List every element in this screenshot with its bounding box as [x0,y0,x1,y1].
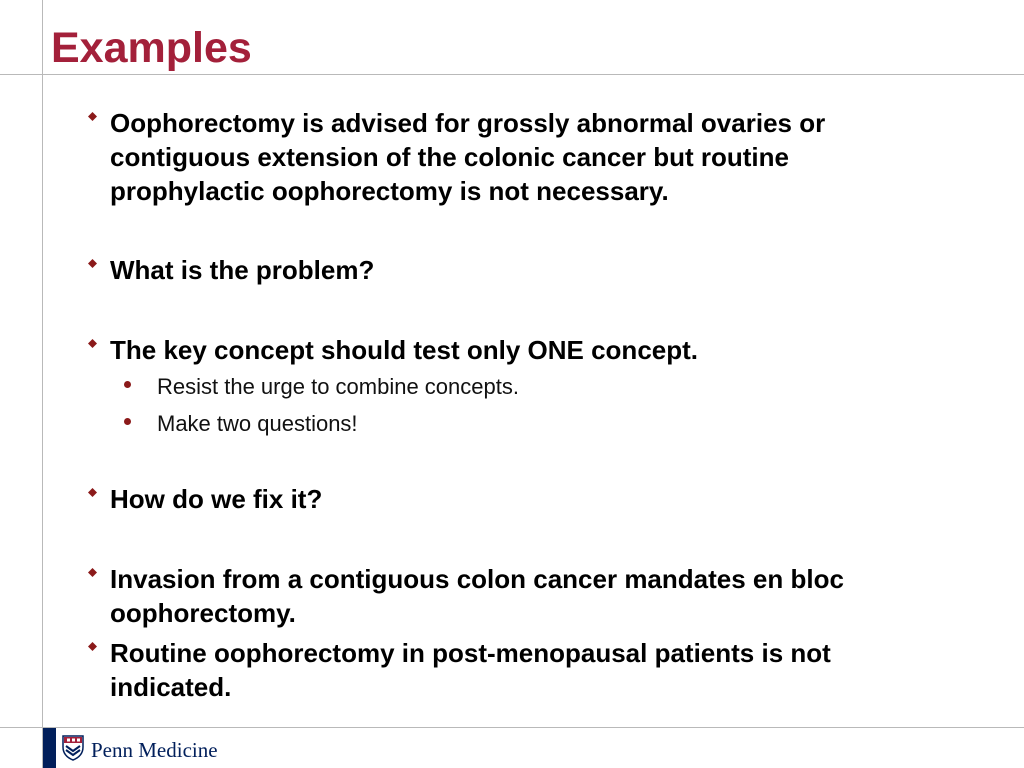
penn-medicine-logo [62,736,218,764]
bullet-text: Oophorectomy is advised for grossly abnormal ovaries or contiguous extension of the colonic cancer but routine prophylactic oophorectomy is not necessary. [110,108,826,206]
diamond-bullet-icon [88,488,97,497]
bullet-item [88,562,908,630]
logo-text: Penn Medicine [91,738,218,762]
bullet-text: How do we fix it? [110,484,323,514]
bullet-text: Invasion from a contiguous colon cancer mandates en bloc oophorectomy. [110,564,844,628]
sub-bullet-item [124,411,904,437]
diamond-bullet-icon [88,112,97,121]
bullet-item [88,482,908,516]
bullet-text: Routine oophorectomy in post-menopausal patients is not indicated. [110,638,831,702]
diamond-bullet-icon [88,259,97,268]
bullet-item [88,106,908,208]
diamond-bullet-icon [88,339,97,348]
dot-bullet-icon [124,381,131,388]
footer-accent-bar [43,728,56,768]
dot-bullet-icon [124,418,131,425]
penn-shield-icon [62,735,84,766]
bullet-item [88,253,908,287]
slide-title: Examples [51,24,252,72]
diamond-bullet-icon [88,568,97,577]
sub-bullet-text: Make two questions! [157,411,358,436]
sub-bullet-text: Resist the urge to combine concepts. [157,374,519,399]
bullet-item [88,333,908,367]
bullet-text: What is the problem? [110,255,375,285]
sub-bullet-item [124,374,904,400]
diamond-bullet-icon [88,642,97,651]
bullet-text: The key concept should test only ONE concept. [110,335,698,365]
bullet-item [88,636,908,704]
